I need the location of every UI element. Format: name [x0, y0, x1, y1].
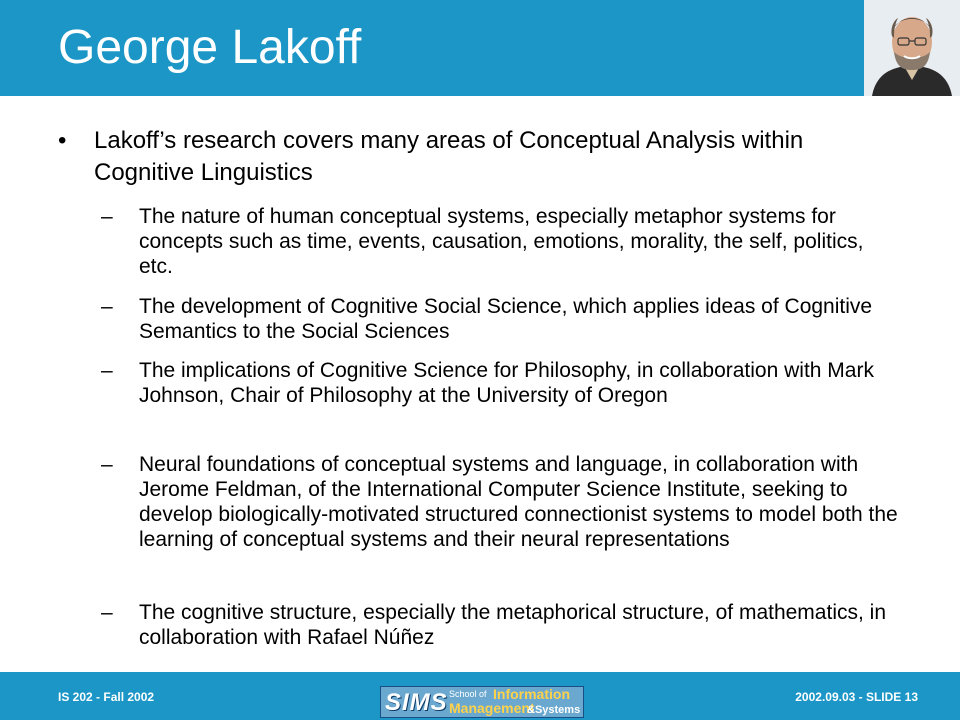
subpoint-text: The nature of human conceptual systems, especially metaphor systems for concepts such as time, events, causation, emotions, morality, the self, politics, etc.	[139, 205, 864, 278]
dash-icon: –	[101, 601, 113, 624]
logo-systems: &Systems	[527, 704, 581, 716]
bullet-icon: •	[58, 127, 67, 154]
slide-title: George Lakoff	[58, 21, 362, 74]
subpoint-text: Neural foundations of conceptual systems and language, in collaboration with Jerome Feldman, of the International Computer Science Institute, seeking to develop biologically-motivated structured connectionist systems to model both the learning of conceptual systems and their neural representations	[139, 453, 898, 551]
main-bullet-text: Lakoff’s research covers many areas of Conceptual Analysis within Cognitive Linguistics	[94, 127, 804, 186]
logo-school-of: School of	[449, 689, 487, 699]
logo-information: Information	[493, 686, 570, 702]
subpoint-text: The implications of Cognitive Science for Philosophy, in collaboration with Mark Johnson, Chair of Philosophy at the University of Oregon	[139, 359, 874, 407]
slide-number: 2002.09.03 - SLIDE 13	[795, 690, 918, 704]
dash-icon: –	[101, 359, 113, 382]
subpoint-text: The cognitive structure, especially the metaphorical structure, of mathematics, in collaboration with Rafael Núñez	[139, 601, 886, 649]
dash-icon: –	[101, 453, 113, 476]
logo-management: Management	[449, 700, 535, 716]
course-label: IS 202 - Fall 2002	[58, 690, 155, 704]
subpoint-text: The development of Cognitive Social Science, which applies ideas of Cognitive Semantics to the Social Sciences	[139, 295, 873, 343]
dash-icon: –	[101, 205, 113, 228]
logo-sims-text: SIMS	[385, 689, 448, 716]
dash-icon: –	[101, 295, 113, 318]
sims-logo	[380, 686, 584, 718]
